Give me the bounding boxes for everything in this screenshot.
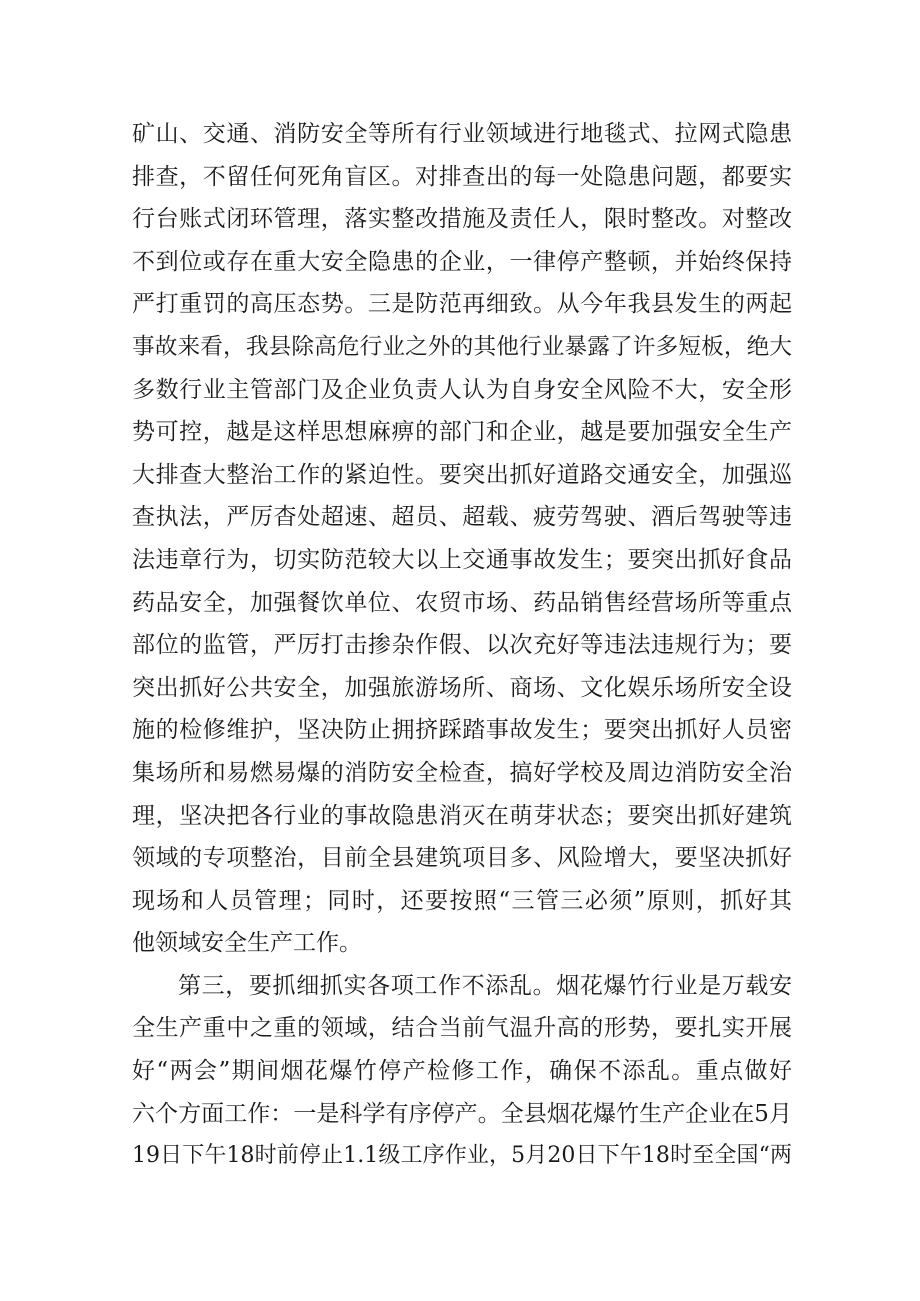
text-line: 突出抓好公共安全，加强旅游场所、商场、文化娱乐场所安全设 <box>132 674 792 701</box>
body-text <box>132 113 792 1178</box>
paragraph-first-line: 第三，要抓细抓实各项工作不添乱。烟花爆竹行业是万载安 <box>178 972 792 999</box>
text-line: 19日下午18时前停止1.1级工序作业，5月20日下午18时至全国“两 <box>132 1143 792 1169</box>
text-line: 势可控，越是这样思想麻痹的部门和企业，越是要加强安全生产 <box>132 419 792 446</box>
text-line: 法违章行为，切实防范较大以上交通事故发生；要突出抓好食品 <box>132 546 792 573</box>
text-line: 六个方面工作：一是科学有序停产。全县烟花爆竹生产企业在5月 <box>132 1100 792 1127</box>
text-line: 部位的监管，严厉打击掺杂作假、以次充好等违法违规行为；要 <box>132 632 792 659</box>
text-line: 全生产重中之重的领域，结合当前气温升高的形势，要扎实开展 <box>132 1015 792 1042</box>
text-line: 现场和人员管理；同时，还要按照“三管三必须”原则，抓好其 <box>132 887 792 914</box>
text-line: 集场所和易燃易爆的消防安全检查，搞好学校及周边消防安全治 <box>132 759 792 786</box>
text-line: 施的检修维护，坚决防止拥挤踩踏事故发生；要突出抓好人员密 <box>132 717 792 744</box>
text-line: 查执法，严厉杳处超速、超员、超载、疲劳驾驶、酒后驾驶等违 <box>132 504 792 531</box>
text-line: 好“两会”期间烟花爆竹停产检修工作，确保不添乱。重点做好 <box>132 1058 792 1085</box>
text-line: 多数行业主管部门及企业负责人认为自身安全风险不大，安全形 <box>132 376 792 403</box>
text-line: 理，坚决把各行业的事故隐患消灭在萌芽状态；要突出抓好建筑 <box>132 802 792 829</box>
text-line: 不到位或存在重大安全隐患的企业，一律停产整顿，并始终保持 <box>132 248 792 275</box>
text-line: 他领域安全生产工作。 <box>132 930 362 957</box>
text-line: 严打重罚的高压态势。三是防范再细致。从今年我县发生的两起 <box>132 291 792 318</box>
text-line: 大排查大整治工作的紧迫性。要突出抓好道路交通安全，加强巡 <box>132 461 792 488</box>
text-line: 事故来看，我县除高危行业之外的其他行业暴露了许多短板，绝大 <box>132 333 792 360</box>
text-line: 排查，不留任何死角盲区。对排查出的每一处隐患问题，都要实 <box>132 163 792 190</box>
text-line: 领域的专项整治，目前全县建筑项目多、风险增大，要坚决抓好 <box>132 845 792 872</box>
text-line: 矿山、交通、消防安全等所有行业领域进行地毯式、拉网式隐患 <box>132 121 792 147</box>
text-line: 药品安全，加强餐饮单位、农贸市场、药品销售经营场所等重点 <box>132 589 792 616</box>
text-line: 行台账式闭环管理，落实整改措施及责任人，限时整改。对整改 <box>132 206 792 233</box>
